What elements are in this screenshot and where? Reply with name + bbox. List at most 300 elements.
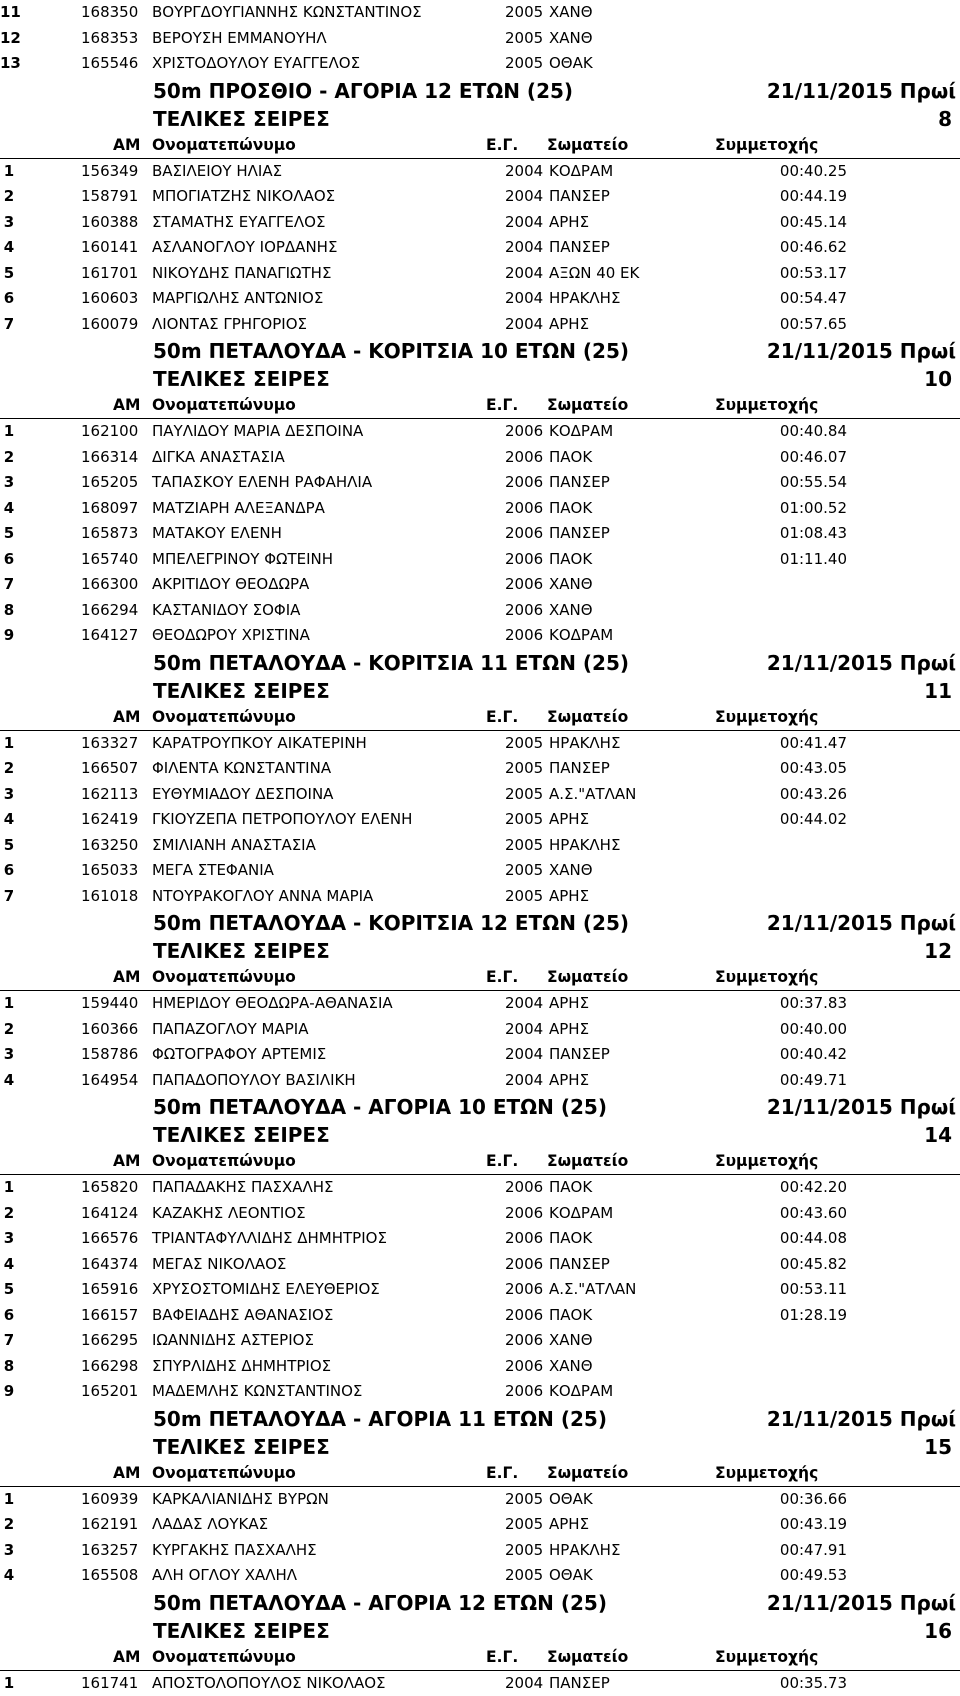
name-cell: ΝΤΟΥΡΑΚΟΓΛΟΥ ΑΝΝΑ ΜΑΡΙΑ <box>152 884 373 910</box>
birth-year-cell: 2004 <box>505 1671 543 1696</box>
am-cell: 168350 <box>81 0 138 26</box>
result-row <box>0 1303 960 1329</box>
name-cell: ΜΑΤΑΚΟΥ ΕΛΕΝΗ <box>152 521 282 547</box>
club-cell: ΑΞΩΝ 40 ΕΚ <box>549 261 639 287</box>
place-cell: 7 <box>0 884 18 910</box>
event-date: 21/11/2015 Πρωί <box>767 337 956 365</box>
am-cell: 160366 <box>81 1017 138 1043</box>
result-row <box>0 1252 960 1278</box>
club-cell: ΑΡΗΣ <box>549 1512 589 1538</box>
name-cell: ΒΟΥΡΓΔΟΥΓΙΑΝΝΗΣ ΚΩΝΣΤΑΝΤΙΝΟΣ <box>152 0 422 26</box>
header-name: Ονοματεπώνυμο <box>152 1645 296 1670</box>
birth-year-cell: 2006 <box>505 1277 543 1303</box>
place-cell: 5 <box>0 1277 18 1303</box>
place-cell: 13 <box>0 51 18 77</box>
am-cell: 163257 <box>81 1538 138 1564</box>
event-date: 21/11/2015 Πρωί <box>767 909 956 937</box>
place-cell: 4 <box>0 1252 18 1278</box>
birth-year-cell: 2005 <box>505 756 543 782</box>
club-cell: ΑΡΗΣ <box>549 1068 589 1094</box>
event-title-row <box>0 1589 960 1617</box>
club-cell: ΑΡΗΣ <box>549 312 589 338</box>
result-row <box>0 1671 960 1696</box>
event-number: 14 <box>924 1121 952 1149</box>
birth-year-cell: 2006 <box>505 419 543 445</box>
name-cell: ΜΠΕΛΕΓΡΙΝΟΥ ΦΩΤΕΙΝΗ <box>152 547 333 573</box>
result-row <box>0 1201 960 1227</box>
place-cell: 2 <box>0 1017 18 1043</box>
place-cell: 1 <box>0 1487 18 1513</box>
result-row <box>0 184 960 210</box>
header-am: ΑΜ <box>113 705 140 730</box>
place-cell: 8 <box>0 1354 18 1380</box>
header-birth-year: Ε.Γ. <box>486 133 518 158</box>
birth-year-cell: 2005 <box>505 858 543 884</box>
club-cell: ΠΑΟΚ <box>549 445 592 471</box>
birth-year-cell: 2006 <box>505 470 543 496</box>
name-cell: ΜΑΡΓΙΩΛΗΣ ΑΝΤΩΝΙΟΣ <box>152 286 323 312</box>
time-cell: 01:11.40 <box>780 547 847 573</box>
am-cell: 160939 <box>81 1487 138 1513</box>
result-row <box>0 1277 960 1303</box>
event-title-row <box>0 649 960 677</box>
am-cell: 166294 <box>81 598 138 624</box>
header-name: Ονοματεπώνυμο <box>152 1149 296 1174</box>
club-cell: Α.Σ."ΑΤΛΑΝ <box>549 782 636 808</box>
birth-year-cell: 2004 <box>505 286 543 312</box>
am-cell: 164374 <box>81 1252 138 1278</box>
column-header-row <box>0 393 960 419</box>
header-birth-year: Ε.Γ. <box>486 1149 518 1174</box>
result-row <box>0 521 960 547</box>
name-cell: ΦΙΛΕΝΤΑ ΚΩΝΣΤΑΝΤΙΝΑ <box>152 756 331 782</box>
club-cell: ΠΑΝΣΕΡ <box>549 1042 610 1068</box>
column-header-row <box>0 1461 960 1487</box>
event-subtitle-row <box>0 1433 960 1461</box>
place-cell: 2 <box>0 1201 18 1227</box>
am-cell: 165740 <box>81 547 138 573</box>
event-title: 50m ΠΕΤΑΛΟΥΔΑ - ΚΟΡΙΤΣΙΑ 10 ΕΤΩΝ (25) <box>153 337 629 365</box>
place-cell: 3 <box>0 1226 18 1252</box>
birth-year-cell: 2005 <box>505 0 543 26</box>
place-cell: 7 <box>0 312 18 338</box>
header-name: Ονοματεπώνυμο <box>152 705 296 730</box>
am-cell: 164954 <box>81 1068 138 1094</box>
time-cell: 01:08.43 <box>780 521 847 547</box>
am-cell: 165201 <box>81 1379 138 1405</box>
name-cell: ΠΑΠΑΔΟΠΟΥΛΟΥ ΒΑΣΙΛΙΚΗ <box>152 1068 356 1094</box>
column-header-row <box>0 133 960 159</box>
name-cell: ΜΑΔΕΜΛΗΣ ΚΩΝΣΤΑΝΤΙΝΟΣ <box>152 1379 362 1405</box>
event-subtitle: ΤΕΛΙΚΕΣ ΣΕΙΡΕΣ <box>153 1617 330 1645</box>
am-cell: 160388 <box>81 210 138 236</box>
place-cell: 2 <box>0 184 18 210</box>
place-cell: 1 <box>0 159 18 185</box>
birth-year-cell: 2005 <box>505 1538 543 1564</box>
birth-year-cell: 2006 <box>505 1354 543 1380</box>
birth-year-cell: 2006 <box>505 547 543 573</box>
time-cell: 00:46.07 <box>780 445 847 471</box>
place-cell: 4 <box>0 496 18 522</box>
header-name: Ονοματεπώνυμο <box>152 965 296 990</box>
name-cell: ΚΑΣΤΑΝΙΔΟΥ ΣΟΦΙΑ <box>152 598 300 624</box>
header-entry-time: Συμμετοχής <box>715 133 818 158</box>
club-cell: ΧΑΝΘ <box>549 858 593 884</box>
time-cell: 00:57.65 <box>780 312 847 338</box>
time-cell: 00:37.83 <box>780 991 847 1017</box>
am-cell: 166507 <box>81 756 138 782</box>
result-row <box>0 1487 960 1513</box>
event-subtitle: ΤΕΛΙΚΕΣ ΣΕΙΡΕΣ <box>153 105 330 133</box>
club-cell: ΠΑΟΚ <box>549 1303 592 1329</box>
place-cell: 12 <box>0 26 18 52</box>
name-cell: ΧΡΥΣΟΣΤΟΜΙΔΗΣ ΕΛΕΥΘΕΡΙΟΣ <box>152 1277 380 1303</box>
header-entry-time: Συμμετοχής <box>715 1461 818 1486</box>
header-club: Σωματείο <box>547 1461 628 1486</box>
am-cell: 162419 <box>81 807 138 833</box>
place-cell: 5 <box>0 521 18 547</box>
result-row <box>0 1042 960 1068</box>
birth-year-cell: 2005 <box>505 1563 543 1589</box>
birth-year-cell: 2006 <box>505 1303 543 1329</box>
name-cell: ΚΑΖΑΚΗΣ ΛΕΟΝΤΙΟΣ <box>152 1201 306 1227</box>
event-subtitle: ΤΕΛΙΚΕΣ ΣΕΙΡΕΣ <box>153 937 330 965</box>
name-cell: ΚΑΡΚΑΛΙΑΝΙΔΗΣ ΒΥΡΩΝ <box>152 1487 329 1513</box>
result-row <box>0 858 960 884</box>
place-cell: 1 <box>0 1175 18 1201</box>
result-row <box>0 598 960 624</box>
place-cell: 2 <box>0 445 18 471</box>
birth-year-cell: 2004 <box>505 1068 543 1094</box>
birth-year-cell: 2006 <box>505 1175 543 1201</box>
result-row <box>0 1354 960 1380</box>
place-cell: 4 <box>0 807 18 833</box>
event-subtitle-row <box>0 365 960 393</box>
name-cell: ΜΠΟΓΙΑΤΖΗΣ ΝΙΚΟΛΑΟΣ <box>152 184 335 210</box>
club-cell: ΠΑΝΣΕΡ <box>549 1252 610 1278</box>
club-cell: ΟΘΑΚ <box>549 1563 593 1589</box>
name-cell: ΑΣΛΑΝΟΓΛΟΥ ΙΟΡΔΑΝΗΣ <box>152 235 337 261</box>
birth-year-cell: 2006 <box>505 1379 543 1405</box>
birth-year-cell: 2006 <box>505 1328 543 1354</box>
result-row <box>0 756 960 782</box>
club-cell: ΧΑΝΘ <box>549 1354 593 1380</box>
am-cell: 165916 <box>81 1277 138 1303</box>
club-cell: ΟΘΑΚ <box>549 51 593 77</box>
club-cell: ΚΟΔΡΑΜ <box>549 1201 613 1227</box>
birth-year-cell: 2006 <box>505 1226 543 1252</box>
header-am: ΑΜ <box>113 393 140 418</box>
place-cell: 4 <box>0 235 18 261</box>
header-club: Σωματείο <box>547 133 628 158</box>
header-am: ΑΜ <box>113 1461 140 1486</box>
event-date: 21/11/2015 Πρωί <box>767 1405 956 1433</box>
result-row <box>0 470 960 496</box>
event-subtitle-row <box>0 937 960 965</box>
am-cell: 166295 <box>81 1328 138 1354</box>
event-title: 50m ΠΕΤΑΛΟΥΔΑ - ΑΓΟΡΙΑ 11 ΕΤΩΝ (25) <box>153 1405 607 1433</box>
am-cell: 165873 <box>81 521 138 547</box>
header-am: ΑΜ <box>113 1149 140 1174</box>
result-row <box>0 445 960 471</box>
am-cell: 168353 <box>81 26 138 52</box>
birth-year-cell: 2005 <box>505 1487 543 1513</box>
result-row <box>0 1068 960 1094</box>
result-row <box>0 1538 960 1564</box>
place-cell: 6 <box>0 547 18 573</box>
am-cell: 165820 <box>81 1175 138 1201</box>
result-row <box>0 572 960 598</box>
result-row <box>0 1226 960 1252</box>
header-club: Σωματείο <box>547 965 628 990</box>
am-cell: 162191 <box>81 1512 138 1538</box>
event-subtitle-row <box>0 1121 960 1149</box>
time-cell: 00:46.62 <box>780 235 847 261</box>
am-cell: 162113 <box>81 782 138 808</box>
place-cell: 6 <box>0 1303 18 1329</box>
result-row <box>0 210 960 236</box>
name-cell: ΣΜΙΛΙΑΝΗ ΑΝΑΣΤΑΣΙΑ <box>152 833 316 859</box>
name-cell: ΝΙΚΟΥΔΗΣ ΠΑΝΑΓΙΩΤΗΣ <box>152 261 331 287</box>
club-cell: ΗΡΑΚΛΗΣ <box>549 286 620 312</box>
name-cell: ΠΑΠΑΔΑΚΗΣ ΠΑΣΧΑΛΗΣ <box>152 1175 334 1201</box>
name-cell: ΤΑΠΑΣΚΟΥ ΕΛΕΝΗ ΡΑΦΑΗΛΙΑ <box>152 470 372 496</box>
club-cell: ΠΑΟΚ <box>549 496 592 522</box>
club-cell: ΟΘΑΚ <box>549 1487 593 1513</box>
name-cell: ΔΙΓΚΑ ΑΝΑΣΤΑΣΙΑ <box>152 445 285 471</box>
time-cell: 01:00.52 <box>780 496 847 522</box>
club-cell: ΚΟΔΡΑΜ <box>549 1379 613 1405</box>
event-subtitle-row <box>0 677 960 705</box>
place-cell: 3 <box>0 470 18 496</box>
club-cell: ΧΑΝΘ <box>549 0 593 26</box>
am-cell: 168097 <box>81 496 138 522</box>
event-subtitle: ΤΕΛΙΚΕΣ ΣΕΙΡΕΣ <box>153 1433 330 1461</box>
am-cell: 166157 <box>81 1303 138 1329</box>
event-subtitle-row <box>0 1617 960 1645</box>
club-cell: ΧΑΝΘ <box>549 572 593 598</box>
club-cell: ΠΑΝΣΕΡ <box>549 470 610 496</box>
header-club: Σωματείο <box>547 1149 628 1174</box>
birth-year-cell: 2005 <box>505 782 543 808</box>
name-cell: ΓΚΙΟΥΖΕΠΑ ΠΕΤΡΟΠΟΥΛΟΥ ΕΛΕΝΗ <box>152 807 412 833</box>
name-cell: ΛΙΟΝΤΑΣ ΓΡΗΓΟΡΙΟΣ <box>152 312 307 338</box>
header-birth-year: Ε.Γ. <box>486 1461 518 1486</box>
birth-year-cell: 2004 <box>505 991 543 1017</box>
place-cell: 9 <box>0 623 18 649</box>
name-cell: ΜΑΤΖΙΑΡΗ ΑΛΕΞΑΝΔΡΑ <box>152 496 325 522</box>
event-date: 21/11/2015 Πρωί <box>767 1589 956 1617</box>
time-cell: 00:35.73 <box>780 1671 847 1696</box>
result-row <box>0 496 960 522</box>
name-cell: ΒΑΣΙΛΕΙΟΥ ΗΛΙΑΣ <box>152 159 282 185</box>
am-cell: 165546 <box>81 51 138 77</box>
name-cell: ΦΩΤΟΓΡΑΦΟΥ ΑΡΤΕΜΙΣ <box>152 1042 326 1068</box>
name-cell: ΜΕΓΑΣ ΝΙΚΟΛΑΟΣ <box>152 1252 286 1278</box>
club-cell: ΑΡΗΣ <box>549 884 589 910</box>
time-cell: 00:40.00 <box>780 1017 847 1043</box>
birth-year-cell: 2004 <box>505 312 543 338</box>
result-row <box>0 1512 960 1538</box>
place-cell: 3 <box>0 1042 18 1068</box>
header-am: ΑΜ <box>113 1645 140 1670</box>
place-cell: 1 <box>0 991 18 1017</box>
event-title: 50m ΠΕΤΑΛΟΥΔΑ - ΑΓΟΡΙΑ 12 ΕΤΩΝ (25) <box>153 1589 607 1617</box>
header-birth-year: Ε.Γ. <box>486 1645 518 1670</box>
place-cell: 6 <box>0 858 18 884</box>
header-am: ΑΜ <box>113 133 140 158</box>
result-row <box>0 1017 960 1043</box>
place-cell: 1 <box>0 1671 18 1696</box>
club-cell: ΠΑΝΣΕΡ <box>549 521 610 547</box>
place-cell: 3 <box>0 782 18 808</box>
birth-year-cell: 2004 <box>505 235 543 261</box>
time-cell: 00:49.71 <box>780 1068 847 1094</box>
place-cell: 4 <box>0 1068 18 1094</box>
birth-year-cell: 2004 <box>505 1017 543 1043</box>
birth-year-cell: 2004 <box>505 1042 543 1068</box>
name-cell: ΧΡΙΣΤΟΔΟΥΛΟΥ ΕΥΑΓΓΕΛΟΣ <box>152 51 360 77</box>
event-title: 50m ΠΡΟΣΘΙΟ - ΑΓΟΡΙΑ 12 ΕΤΩΝ (25) <box>153 77 573 105</box>
birth-year-cell: 2005 <box>505 51 543 77</box>
name-cell: ΒΕΡΟΥΣΗ ΕΜΜΑΝΟΥΗΛ <box>152 26 327 52</box>
time-cell: 00:44.02 <box>780 807 847 833</box>
birth-year-cell: 2006 <box>505 1201 543 1227</box>
header-club: Σωματείο <box>547 705 628 730</box>
place-cell: 6 <box>0 286 18 312</box>
name-cell: ΗΜΕΡΙΔΟΥ ΘΕΟΔΩΡΑ-ΑΘΑΝΑΣΙΑ <box>152 991 393 1017</box>
am-cell: 160141 <box>81 235 138 261</box>
place-cell: 11 <box>0 0 18 26</box>
event-number: 11 <box>924 677 952 705</box>
event-date: 21/11/2015 Πρωί <box>767 649 956 677</box>
club-cell: ΠΑΟΚ <box>549 1175 592 1201</box>
am-cell: 165508 <box>81 1563 138 1589</box>
club-cell: ΑΡΗΣ <box>549 807 589 833</box>
result-row <box>0 547 960 573</box>
club-cell: ΑΡΗΣ <box>549 210 589 236</box>
birth-year-cell: 2005 <box>505 731 543 757</box>
time-cell: 00:43.19 <box>780 1512 847 1538</box>
name-cell: ΚΑΡΑΤΡΟΥΠΚΟΥ ΑΙΚΑΤΕΡΙΝΗ <box>152 731 367 757</box>
name-cell: ΑΠΟΣΤΟΛΟΠΟΥΛΟΣ ΝΙΚΟΛΑΟΣ <box>152 1671 386 1696</box>
club-cell: ΚΟΔΡΑΜ <box>549 159 613 185</box>
header-entry-time: Συμμετοχής <box>715 393 818 418</box>
time-cell: 01:28.19 <box>780 1303 847 1329</box>
name-cell: ΘΕΟΔΩΡΟΥ ΧΡΙΣΤΙΝΑ <box>152 623 310 649</box>
time-cell: 00:36.66 <box>780 1487 847 1513</box>
header-birth-year: Ε.Γ. <box>486 965 518 990</box>
time-cell: 00:47.91 <box>780 1538 847 1564</box>
event-number: 15 <box>924 1433 952 1461</box>
place-cell: 9 <box>0 1379 18 1405</box>
time-cell: 00:40.84 <box>780 419 847 445</box>
column-header-row <box>0 705 960 731</box>
result-row <box>0 782 960 808</box>
result-row <box>0 623 960 649</box>
club-cell: ΠΑΝΣΕΡ <box>549 1671 610 1696</box>
name-cell: ΣΠΥΡΛΙΔΗΣ ΔΗΜΗΤΡΙΟΣ <box>152 1354 331 1380</box>
place-cell: 2 <box>0 1512 18 1538</box>
result-row <box>0 312 960 338</box>
club-cell: ΧΑΝΘ <box>549 598 593 624</box>
birth-year-cell: 2006 <box>505 598 543 624</box>
time-cell: 00:44.08 <box>780 1226 847 1252</box>
am-cell: 164127 <box>81 623 138 649</box>
header-birth-year: Ε.Γ. <box>486 705 518 730</box>
header-club: Σωματείο <box>547 393 628 418</box>
event-number: 12 <box>924 937 952 965</box>
am-cell: 164124 <box>81 1201 138 1227</box>
am-cell: 161741 <box>81 1671 138 1696</box>
club-cell: ΑΡΗΣ <box>549 991 589 1017</box>
time-cell: 00:49.53 <box>780 1563 847 1589</box>
am-cell: 166576 <box>81 1226 138 1252</box>
club-cell: ΠΑΝΣΕΡ <box>549 756 610 782</box>
column-header-row <box>0 1645 960 1671</box>
event-number: 16 <box>924 1617 952 1645</box>
header-entry-time: Συμμετοχής <box>715 1645 818 1670</box>
place-cell: 7 <box>0 572 18 598</box>
header-entry-time: Συμμετοχής <box>715 965 818 990</box>
name-cell: ΑΛΗ ΟΓΛΟΥ ΧΑΛΗΛ <box>152 1563 297 1589</box>
club-cell: ΗΡΑΚΛΗΣ <box>549 833 620 859</box>
am-cell: 162100 <box>81 419 138 445</box>
time-cell: 00:45.14 <box>780 210 847 236</box>
event-number: 8 <box>938 105 952 133</box>
time-cell: 00:53.11 <box>780 1277 847 1303</box>
birth-year-cell: 2004 <box>505 159 543 185</box>
result-row <box>0 419 960 445</box>
result-row <box>0 1379 960 1405</box>
birth-year-cell: 2004 <box>505 184 543 210</box>
time-cell: 00:53.17 <box>780 261 847 287</box>
column-header-row <box>0 1149 960 1175</box>
place-cell: 5 <box>0 833 18 859</box>
birth-year-cell: 2005 <box>505 884 543 910</box>
result-row <box>0 1175 960 1201</box>
am-cell: 166314 <box>81 445 138 471</box>
club-cell: ΗΡΑΚΛΗΣ <box>549 1538 620 1564</box>
birth-year-cell: 2005 <box>505 833 543 859</box>
event-title: 50m ΠΕΤΑΛΟΥΔΑ - ΚΟΡΙΤΣΙΑ 12 ΕΤΩΝ (25) <box>153 909 629 937</box>
time-cell: 00:43.05 <box>780 756 847 782</box>
club-cell: ΑΡΗΣ <box>549 1017 589 1043</box>
place-cell: 3 <box>0 210 18 236</box>
result-row <box>0 1563 960 1589</box>
birth-year-cell: 2005 <box>505 1512 543 1538</box>
am-cell: 160079 <box>81 312 138 338</box>
club-cell: ΠΑΟΚ <box>549 547 592 573</box>
name-cell: ΠΑΥΛΙΔΟΥ ΜΑΡΙΑ ΔΕΣΠΟΙΝΑ <box>152 419 363 445</box>
result-row <box>0 807 960 833</box>
place-cell: 5 <box>0 261 18 287</box>
event-title-row <box>0 1405 960 1433</box>
am-cell: 158791 <box>81 184 138 210</box>
header-name: Ονοματεπώνυμο <box>152 393 296 418</box>
am-cell: 166300 <box>81 572 138 598</box>
time-cell: 00:41.47 <box>780 731 847 757</box>
place-cell: 1 <box>0 731 18 757</box>
result-row <box>0 991 960 1017</box>
birth-year-cell: 2006 <box>505 1252 543 1278</box>
club-cell: ΠΑΝΣΕΡ <box>549 235 610 261</box>
am-cell: 160603 <box>81 286 138 312</box>
header-entry-time: Συμμετοχής <box>715 1149 818 1174</box>
result-row <box>0 1328 960 1354</box>
time-cell: 00:45.82 <box>780 1252 847 1278</box>
am-cell: 165205 <box>81 470 138 496</box>
